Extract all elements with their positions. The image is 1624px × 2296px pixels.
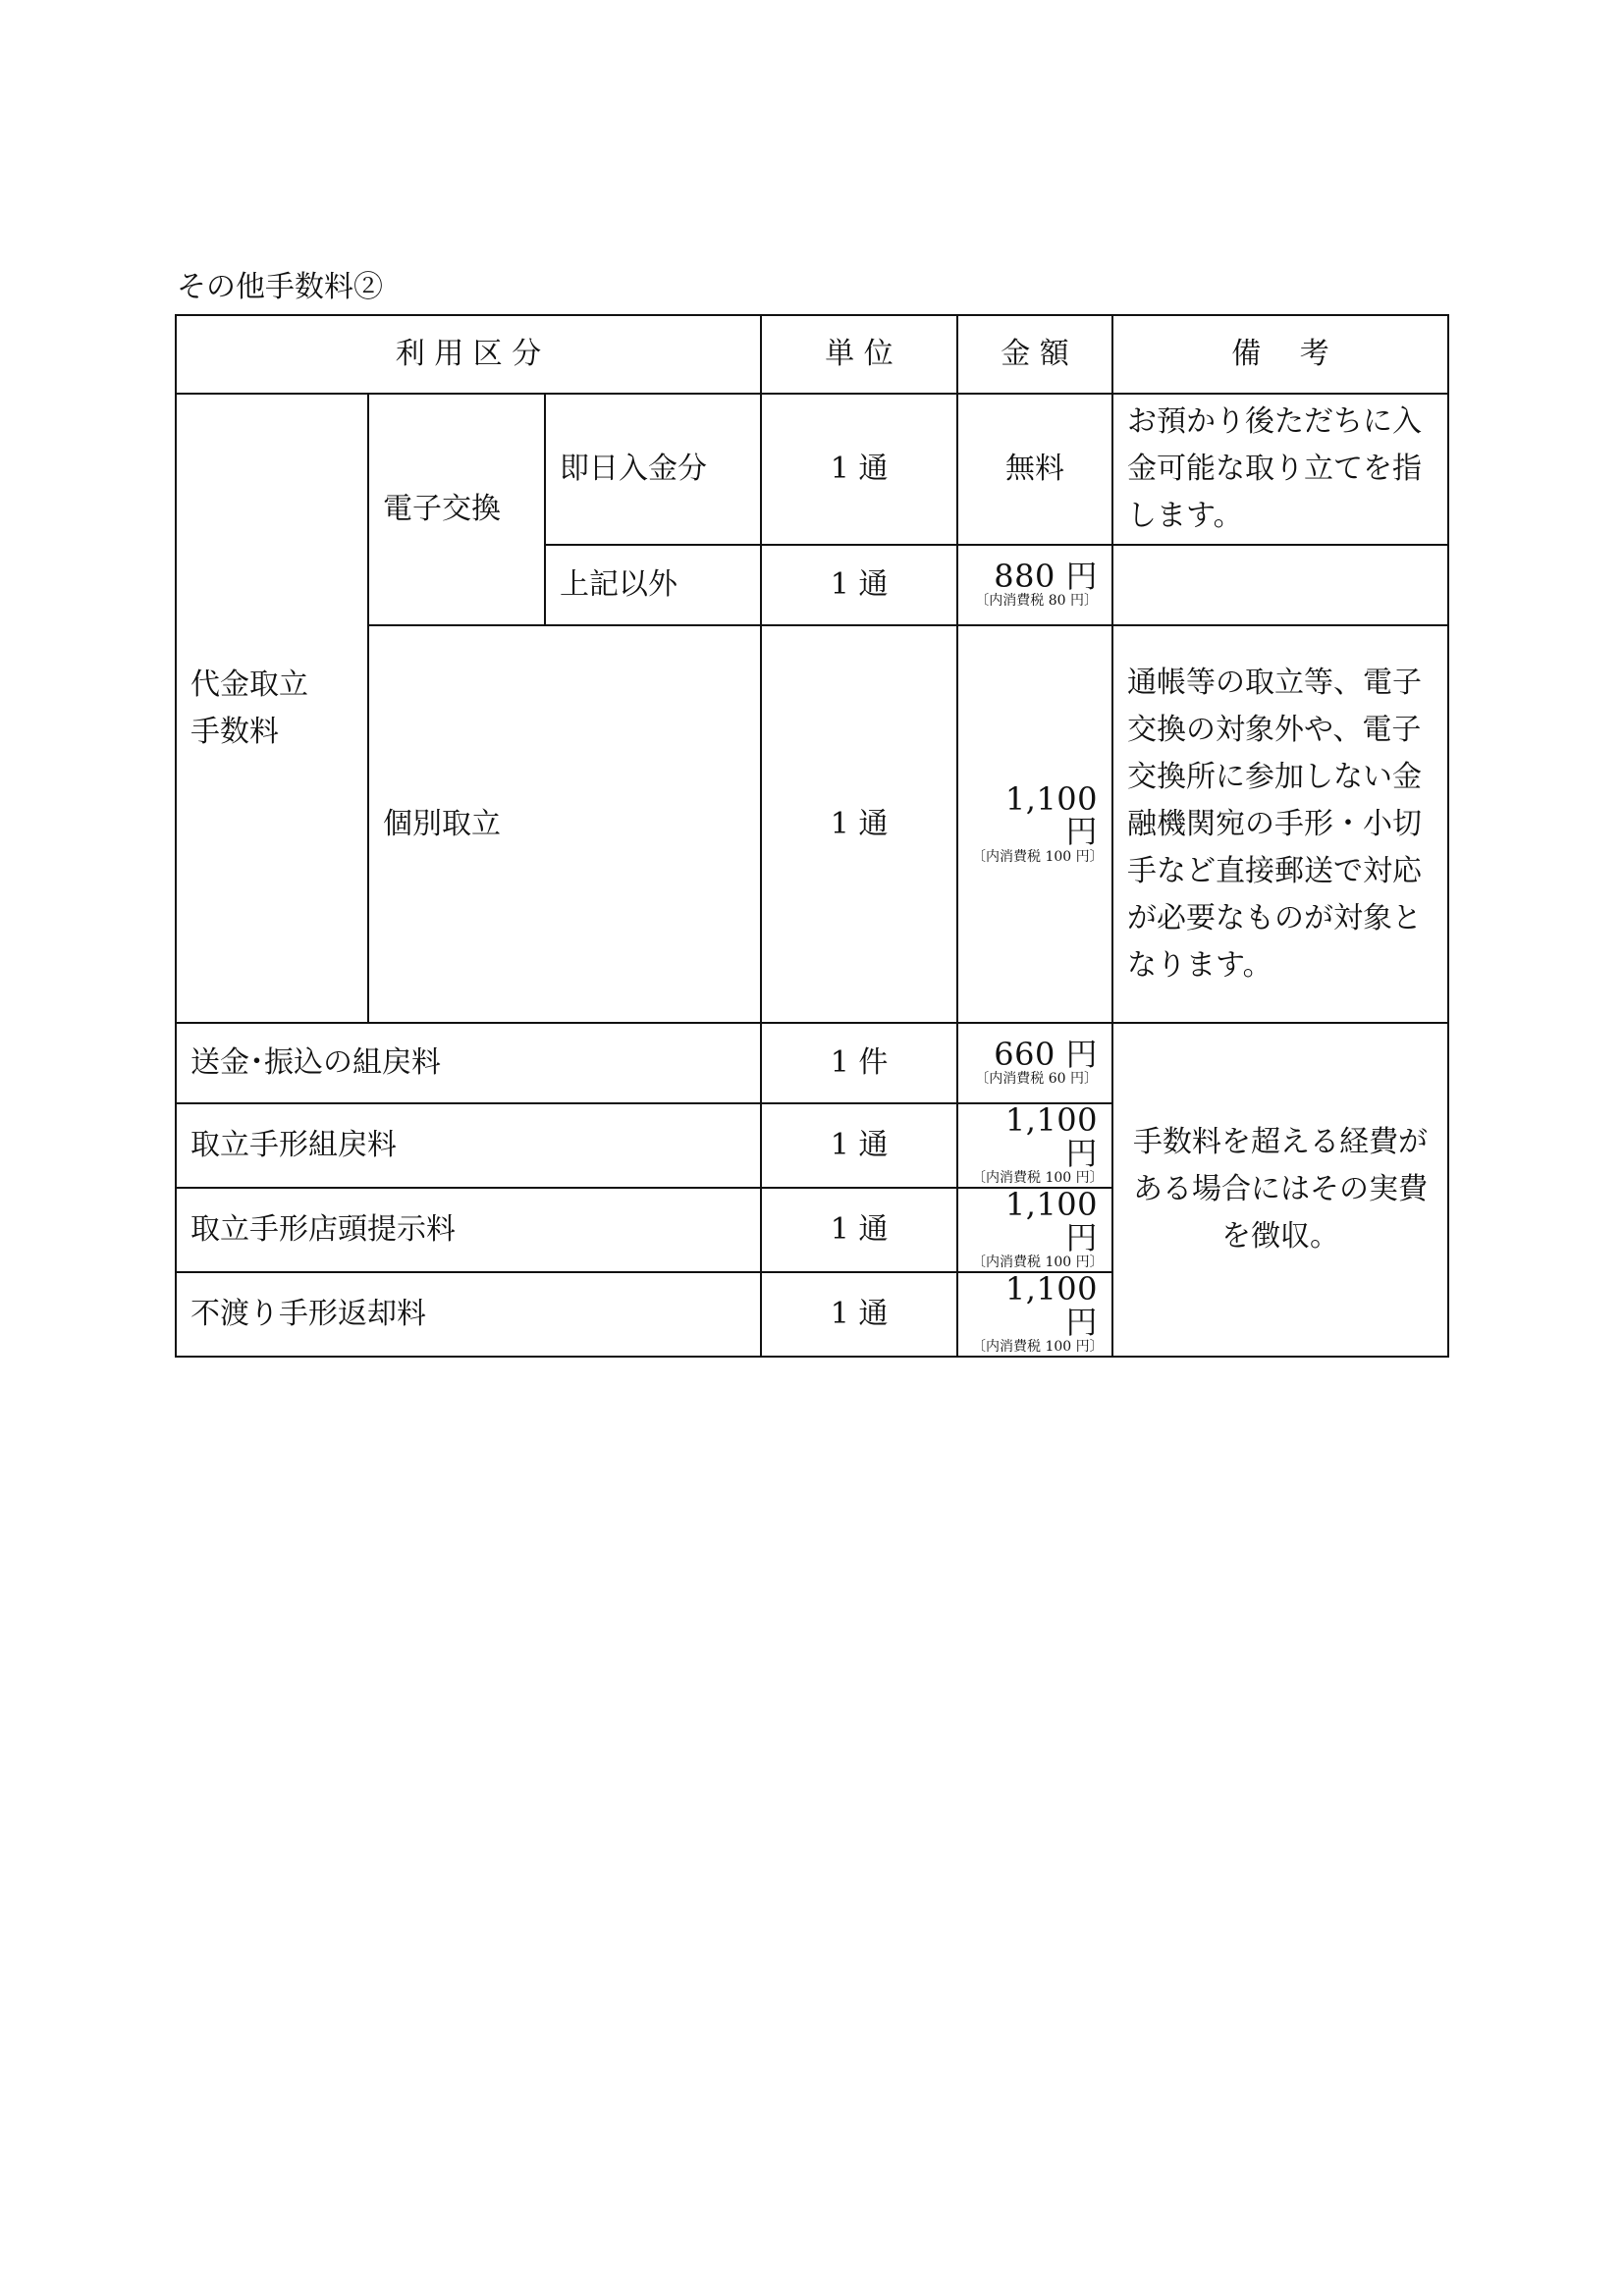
- unit-cell: 1 件: [761, 1023, 957, 1103]
- row-label: 取立手形店頭提示料: [176, 1188, 761, 1272]
- unit-cell: 1 通: [761, 625, 957, 1023]
- amount-cell: 1,100 円 〔内消費税 100 円〕: [957, 1188, 1112, 1272]
- header-row: [176, 315, 1448, 394]
- row-label: 送金･振込の組戻料: [176, 1023, 761, 1103]
- collection-fee-label: 代金取立 手数料: [176, 394, 368, 1023]
- remarks-cell: お預かり後ただちに入 金可能な取り立てを指 します。: [1112, 394, 1448, 545]
- header-unit: 単 位: [761, 315, 957, 394]
- amount-cell: 1,100 円 〔内消費税 100 円〕: [957, 1103, 1112, 1188]
- amount-cell: 無料: [957, 394, 1112, 545]
- row-label: 不渡り手形返却料: [176, 1272, 761, 1357]
- unit-cell: 1 通: [761, 1272, 957, 1357]
- amount-cell: 880 円 〔内消費税 80 円〕: [957, 545, 1112, 625]
- remarks-cell: [1112, 545, 1448, 625]
- unit-cell: 1 通: [761, 1103, 957, 1188]
- amount-cell: 1,100 円 〔内消費税 100 円〕: [957, 625, 1112, 1023]
- table-row: [176, 1023, 1448, 1103]
- same-day-label: 即日入金分: [545, 394, 761, 545]
- table-row: [176, 394, 1448, 545]
- unit-cell: 1 通: [761, 394, 957, 545]
- row-label: 取立手形組戻料: [176, 1103, 761, 1188]
- individual-collection-label: 個別取立: [368, 625, 761, 1023]
- fee-table: [175, 314, 1449, 1358]
- unit-cell: 1 通: [761, 1188, 957, 1272]
- header-amount: 金 額: [957, 315, 1112, 394]
- unit-cell: 1 通: [761, 545, 957, 625]
- page-title: その他手数料②: [177, 270, 383, 304]
- header-category: 利 用 区 分: [176, 315, 761, 394]
- amount-cell: 1,100 円 〔内消費税 100 円〕: [957, 1272, 1112, 1357]
- header-remarks: 備 考: [1112, 315, 1448, 394]
- amount-cell: 660 円 〔内消費税 60 円〕: [957, 1023, 1112, 1103]
- remarks-cell: 通帳等の取立等、電子 交換の対象外や、電子 交換所に参加しない金 融機関宛の手形・小切 手など直接郵送で対応 が必要なものが対象と なります。: [1112, 625, 1448, 1023]
- electronic-exchange-label: 電子交換: [368, 394, 545, 625]
- other-label: 上記以外: [545, 545, 761, 625]
- shared-remarks-cell: 手数料を超える経費が ある場合にはその実費 を徴収。: [1112, 1023, 1448, 1357]
